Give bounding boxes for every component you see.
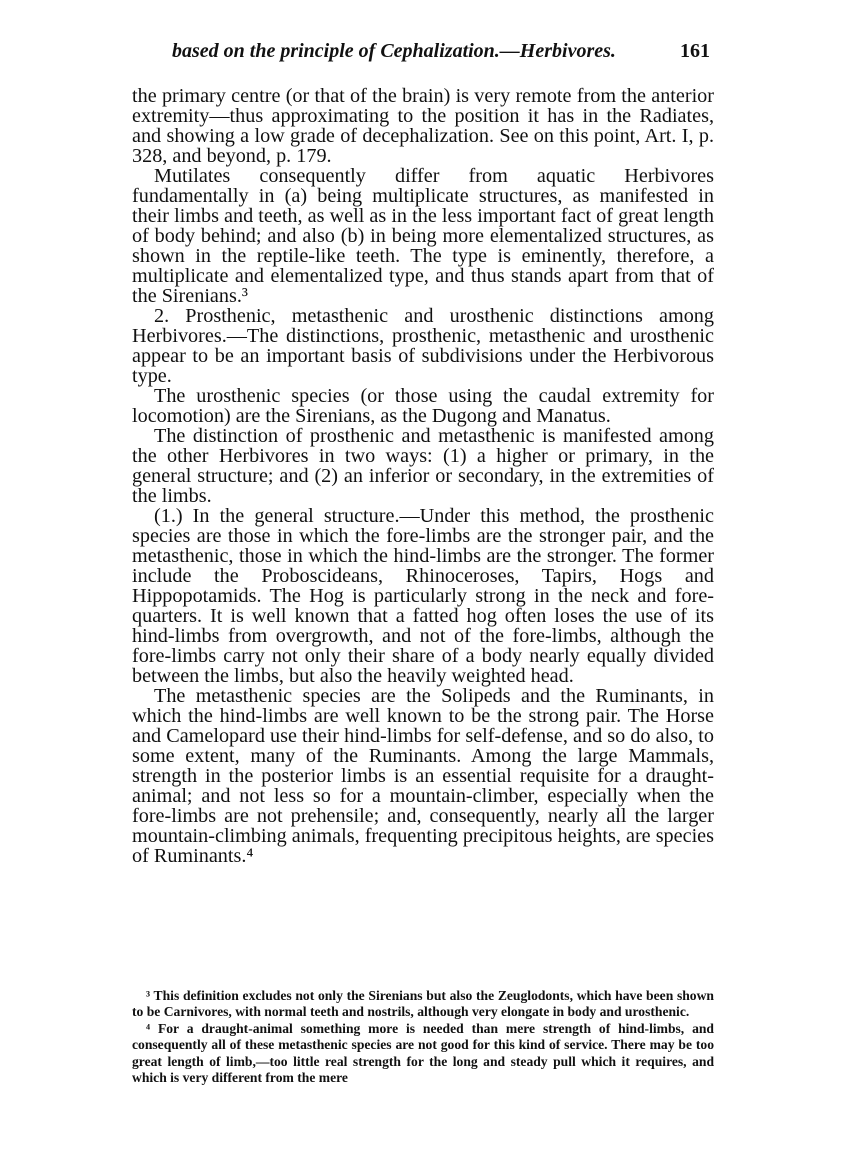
body-text [132,86,714,866]
paragraph: Mutilates consequently differ from aquatic Herbivores fundamentally in (a) being multiplicate structures, as manifested in their limbs and teeth, as well as in the less important fact of great length of body behind; and also (b) in being more elementalized structures, as shown in the reptile-like teeth. The type is eminently, therefore, a multiplicate and elementalized type, and thus stands apart from that of the Sirenians.³ [132,165,714,307]
paragraph: The urosthenic species (or those using the caudal extremity for locomotion) are the Sirenians, as the Dugong and Manatus. [132,385,714,427]
footnotes [132,988,714,1086]
paragraph: the primary centre (or that of the brain) is very remote from the anterior extremity—thus approximating to the position it has in the Radiates, and showing a low grade of decephalization. See on this point, Art. I, p. 328, and beyond, p. 179. [132,85,714,167]
running-title: based on the principle of Cephalization.—Herbivores. [172,40,616,62]
paragraph: The distinction of prosthenic and metasthenic is manifested among the other Herbivores in two ways: (1) a higher or primary, in the general structure; and (2) an inferior or secondary, in the extremities of the limbs. [132,425,714,507]
running-header [172,40,710,63]
paragraph: 2. Prosthenic, metasthenic and urosthenic distinctions among Herbivores.—The distinctions, prosthenic, metasthenic and urosthenic appear to be an important basis of subdivisions under the Herbivorous type. [132,305,714,387]
paragraph: (1.) In the general structure.—Under this method, the prosthenic species are those in which the fore-limbs are the stronger pair, and the metasthenic, those in which the hind-limbs are the stronger. The former include the Proboscideans, Rhinoceroses, Tapirs, Hogs and Hippopotamids. The Hog is particularly strong in the neck and fore-quarters. It is well known that a fatted hog often loses the use of its hind-limbs from overgrowth, and not of the fore-limbs, although the fore-limbs carry not only their share of a body nearly equally divided between the limbs, but also the heavily weighted head. [132,505,714,687]
page-number: 161 [680,40,710,62]
paragraph: The metasthenic species are the Solipeds and the Ruminants, in which the hind-limbs are well known to be the strong pair. The Horse and Camelopard use their hind-limbs for self-defense, and so do also, to some extent, many of the Ruminants. Among the large Mammals, strength in the posterior limbs is an essential requisite for a draught-animal; and not less so for a mountain-climber, especially when the fore-limbs are not prehensile; and, consequently, nearly all the larger mountain-climbing animals, frequenting precipitous heights, are species of Ruminants.⁴ [132,685,714,867]
footnote: ⁴ For a draught-animal something more is needed than mere strength of hind-limbs, and consequently all of these metasthenic species are not good for this kind of service. There may be too great length of limb,—too little real strength for the long and steady pull which it requires, and which is very different from the mere [132,1020,714,1086]
footnote: ³ This definition excludes not only the Sirenians but also the Zeuglodonts, which have been shown to be Carnivores, with normal teeth and nostrils, although very elongate in body and urosthenic. [132,988,714,1020]
